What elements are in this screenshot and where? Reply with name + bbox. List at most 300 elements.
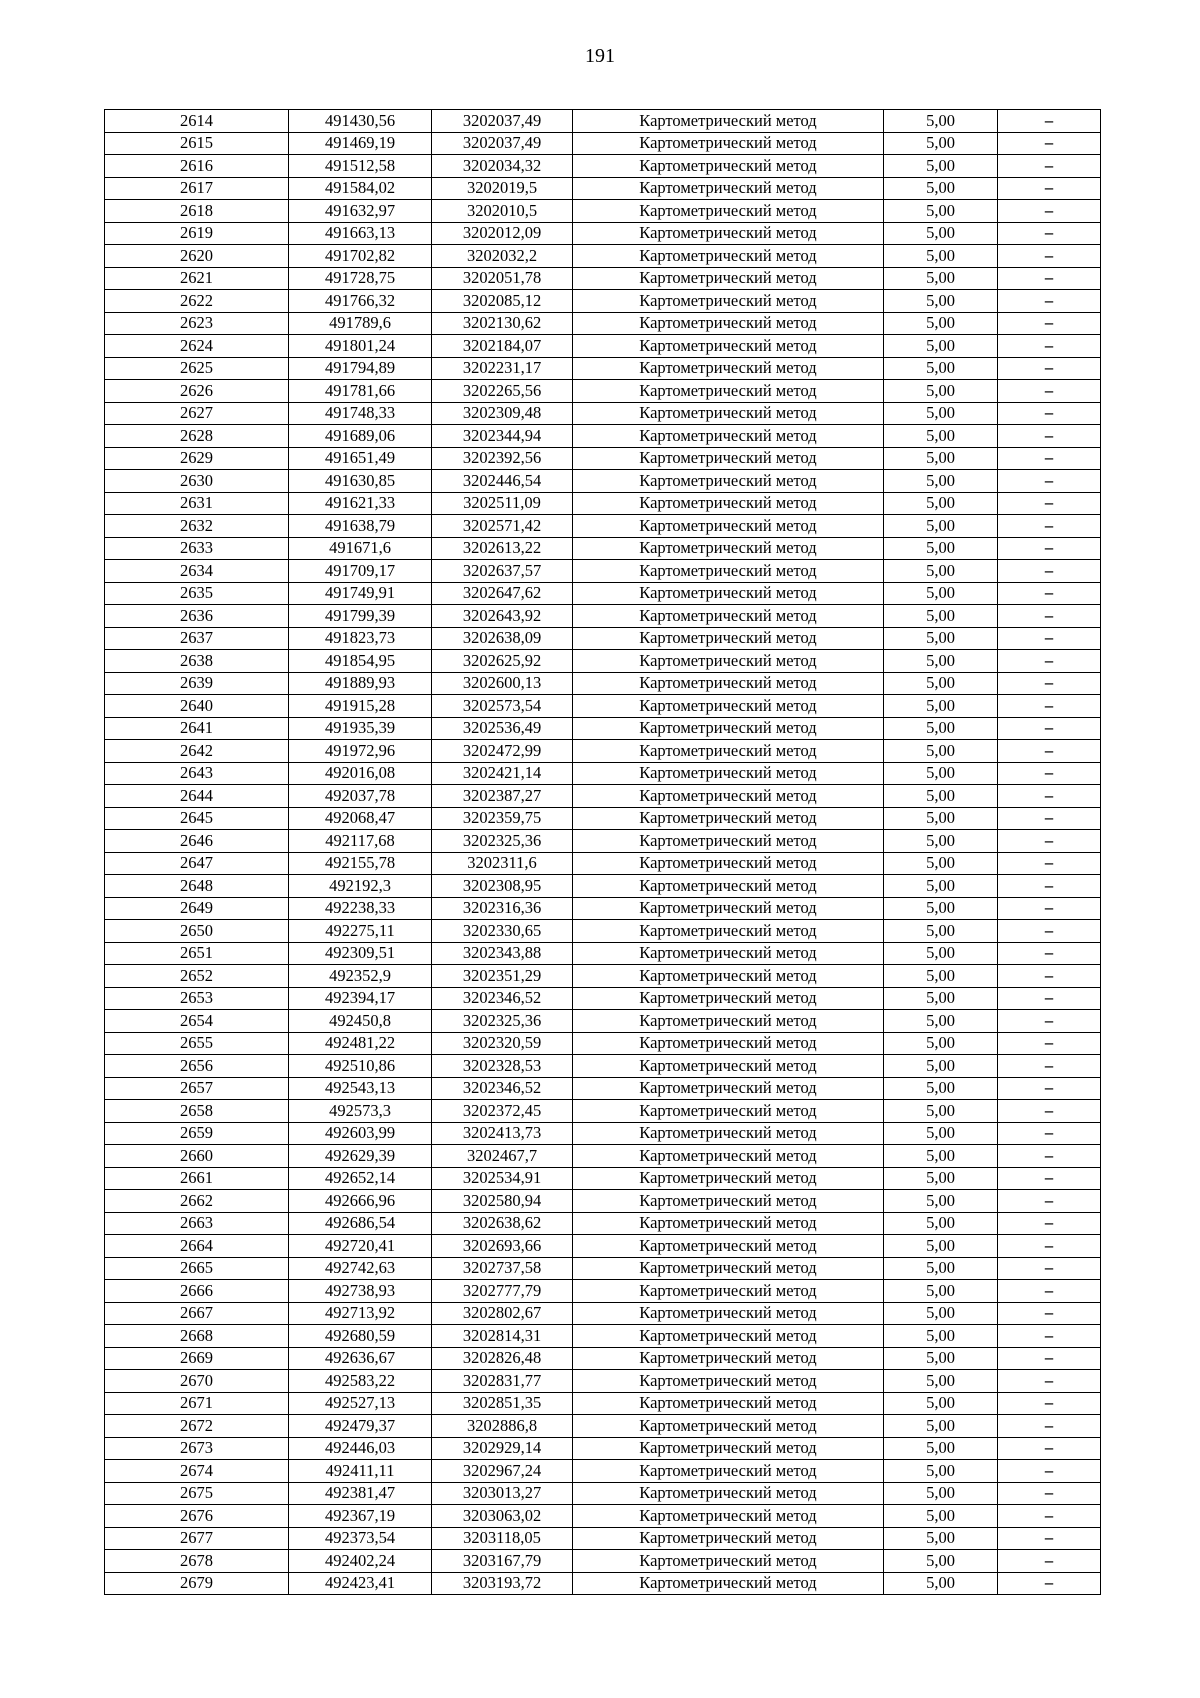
dash-cell: – [998, 1167, 1101, 1190]
method-cell: Картометрический метод [573, 1370, 884, 1393]
y-coordinate-cell: 3202600,13 [432, 672, 573, 695]
x-coordinate-cell: 492510,86 [289, 1055, 432, 1078]
x-coordinate-cell: 492450,8 [289, 1010, 432, 1033]
method-cell: Картометрический метод [573, 987, 884, 1010]
x-coordinate-cell: 492155,78 [289, 852, 432, 875]
y-coordinate-cell: 3202643,92 [432, 605, 573, 628]
precision-cell: 5,00 [884, 627, 998, 650]
y-coordinate-cell: 3202130,62 [432, 312, 573, 335]
table-row [105, 357, 1101, 380]
precision-cell: 5,00 [884, 717, 998, 740]
dash-cell: – [998, 245, 1101, 268]
table-row [105, 312, 1101, 335]
y-coordinate-cell: 3202967,24 [432, 1460, 573, 1483]
y-coordinate-cell: 3202534,91 [432, 1167, 573, 1190]
table-row [105, 1055, 1101, 1078]
x-coordinate-cell: 492738,93 [289, 1280, 432, 1303]
dash-cell: – [998, 830, 1101, 853]
y-coordinate-cell: 3202446,54 [432, 470, 573, 493]
point-number-cell: 2651 [105, 942, 289, 965]
precision-cell: 5,00 [884, 335, 998, 358]
table-row [105, 1505, 1101, 1528]
y-coordinate-cell: 3202571,42 [432, 515, 573, 538]
y-coordinate-cell: 3202231,17 [432, 357, 573, 380]
x-coordinate-cell: 491638,79 [289, 515, 432, 538]
dash-cell: – [998, 762, 1101, 785]
point-number-cell: 2617 [105, 177, 289, 200]
dash-cell: – [998, 177, 1101, 200]
y-coordinate-cell: 3202325,36 [432, 1010, 573, 1033]
precision-cell: 5,00 [884, 1527, 998, 1550]
y-coordinate-cell: 3202637,57 [432, 560, 573, 583]
y-coordinate-cell: 3202012,09 [432, 222, 573, 245]
point-number-cell: 2632 [105, 515, 289, 538]
dash-cell: – [998, 740, 1101, 763]
x-coordinate-cell: 491748,33 [289, 402, 432, 425]
point-number-cell: 2621 [105, 267, 289, 290]
dash-cell: – [998, 110, 1101, 133]
precision-cell: 5,00 [884, 1460, 998, 1483]
precision-cell: 5,00 [884, 1347, 998, 1370]
method-cell: Картометрический метод [573, 785, 884, 808]
method-cell: Картометрический метод [573, 1527, 884, 1550]
precision-cell: 5,00 [884, 1392, 998, 1415]
point-number-cell: 2644 [105, 785, 289, 808]
method-cell: Картометрический метод [573, 425, 884, 448]
method-cell: Картометрический метод [573, 515, 884, 538]
table-row [105, 987, 1101, 1010]
y-coordinate-cell: 3202737,58 [432, 1257, 573, 1280]
dash-cell: – [998, 987, 1101, 1010]
point-number-cell: 2615 [105, 132, 289, 155]
x-coordinate-cell: 492666,96 [289, 1190, 432, 1213]
dash-cell: – [998, 1010, 1101, 1033]
table-row [105, 1167, 1101, 1190]
y-coordinate-cell: 3202085,12 [432, 290, 573, 313]
method-cell: Картометрический метод [573, 852, 884, 875]
table-row [105, 1010, 1101, 1033]
dash-cell: – [998, 537, 1101, 560]
method-cell: Картометрический метод [573, 1325, 884, 1348]
table-row [105, 717, 1101, 740]
precision-cell: 5,00 [884, 1415, 998, 1438]
precision-cell: 5,00 [884, 447, 998, 470]
x-coordinate-cell: 491584,02 [289, 177, 432, 200]
table-row [105, 1482, 1101, 1505]
x-coordinate-cell: 492680,59 [289, 1325, 432, 1348]
dash-cell: – [998, 560, 1101, 583]
x-coordinate-cell: 491689,06 [289, 425, 432, 448]
point-number-cell: 2642 [105, 740, 289, 763]
method-cell: Картометрический метод [573, 920, 884, 943]
method-cell: Картометрический метод [573, 1257, 884, 1280]
precision-cell: 5,00 [884, 920, 998, 943]
y-coordinate-cell: 3202344,94 [432, 425, 573, 448]
y-coordinate-cell: 3202032,2 [432, 245, 573, 268]
x-coordinate-cell: 492446,03 [289, 1437, 432, 1460]
dash-cell: – [998, 605, 1101, 628]
method-cell: Картометрический метод [573, 312, 884, 335]
method-cell: Картометрический метод [573, 1505, 884, 1528]
y-coordinate-cell: 3202573,54 [432, 695, 573, 718]
point-number-cell: 2654 [105, 1010, 289, 1033]
dash-cell: – [998, 402, 1101, 425]
y-coordinate-cell: 3202346,52 [432, 1077, 573, 1100]
precision-cell: 5,00 [884, 965, 998, 988]
y-coordinate-cell: 3202010,5 [432, 200, 573, 223]
dash-cell: – [998, 515, 1101, 538]
point-number-cell: 2619 [105, 222, 289, 245]
dash-cell: – [998, 1235, 1101, 1258]
point-number-cell: 2643 [105, 762, 289, 785]
dash-cell: – [998, 380, 1101, 403]
dash-cell: – [998, 1145, 1101, 1168]
x-coordinate-cell: 491702,82 [289, 245, 432, 268]
point-number-cell: 2646 [105, 830, 289, 853]
dash-cell: – [998, 1257, 1101, 1280]
method-cell: Картометрический метод [573, 290, 884, 313]
precision-cell: 5,00 [884, 1325, 998, 1348]
table-row [105, 605, 1101, 628]
precision-cell: 5,00 [884, 425, 998, 448]
method-cell: Картометрический метод [573, 470, 884, 493]
dash-cell: – [998, 267, 1101, 290]
point-number-cell: 2676 [105, 1505, 289, 1528]
x-coordinate-cell: 491469,19 [289, 132, 432, 155]
table-row [105, 1415, 1101, 1438]
point-number-cell: 2624 [105, 335, 289, 358]
x-coordinate-cell: 492037,78 [289, 785, 432, 808]
table-row [105, 740, 1101, 763]
dash-cell: – [998, 807, 1101, 830]
y-coordinate-cell: 3202351,29 [432, 965, 573, 988]
table-row [105, 267, 1101, 290]
y-coordinate-cell: 3202359,75 [432, 807, 573, 830]
x-coordinate-cell: 491621,33 [289, 492, 432, 515]
x-coordinate-cell: 492629,39 [289, 1145, 432, 1168]
point-number-cell: 2626 [105, 380, 289, 403]
table-row [105, 785, 1101, 808]
dash-cell: – [998, 200, 1101, 223]
table-row [105, 1145, 1101, 1168]
precision-cell: 5,00 [884, 1212, 998, 1235]
x-coordinate-cell: 492720,41 [289, 1235, 432, 1258]
precision-cell: 5,00 [884, 1122, 998, 1145]
precision-cell: 5,00 [884, 695, 998, 718]
dash-cell: – [998, 942, 1101, 965]
y-coordinate-cell: 3202647,62 [432, 582, 573, 605]
y-coordinate-cell: 3202051,78 [432, 267, 573, 290]
x-coordinate-cell: 492117,68 [289, 830, 432, 853]
precision-cell: 5,00 [884, 852, 998, 875]
x-coordinate-cell: 492068,47 [289, 807, 432, 830]
x-coordinate-cell: 492309,51 [289, 942, 432, 965]
y-coordinate-cell: 3202613,22 [432, 537, 573, 560]
x-coordinate-cell: 492238,33 [289, 897, 432, 920]
y-coordinate-cell: 3202536,49 [432, 717, 573, 740]
x-coordinate-cell: 491789,6 [289, 312, 432, 335]
y-coordinate-cell: 3202851,35 [432, 1392, 573, 1415]
precision-cell: 5,00 [884, 762, 998, 785]
point-number-cell: 2679 [105, 1572, 289, 1595]
precision-cell: 5,00 [884, 1077, 998, 1100]
table-row [105, 1280, 1101, 1303]
table-row [105, 1032, 1101, 1055]
point-number-cell: 2650 [105, 920, 289, 943]
table-row [105, 200, 1101, 223]
point-number-cell: 2640 [105, 695, 289, 718]
dash-cell: – [998, 1190, 1101, 1213]
method-cell: Картометрический метод [573, 380, 884, 403]
method-cell: Картометрический метод [573, 875, 884, 898]
table-row [105, 245, 1101, 268]
dash-cell: – [998, 1415, 1101, 1438]
method-cell: Картометрический метод [573, 110, 884, 133]
method-cell: Картометрический метод [573, 1280, 884, 1303]
method-cell: Картометрический метод [573, 1055, 884, 1078]
precision-cell: 5,00 [884, 380, 998, 403]
precision-cell: 5,00 [884, 1370, 998, 1393]
x-coordinate-cell: 492583,22 [289, 1370, 432, 1393]
y-coordinate-cell: 3202814,31 [432, 1325, 573, 1348]
method-cell: Картометрический метод [573, 357, 884, 380]
table-row [105, 380, 1101, 403]
dash-cell: – [998, 312, 1101, 335]
method-cell: Картометрический метод [573, 1460, 884, 1483]
x-coordinate-cell: 492016,08 [289, 762, 432, 785]
x-coordinate-cell: 491671,6 [289, 537, 432, 560]
dash-cell: – [998, 672, 1101, 695]
method-cell: Картометрический метод [573, 582, 884, 605]
precision-cell: 5,00 [884, 1145, 998, 1168]
x-coordinate-cell: 491781,66 [289, 380, 432, 403]
y-coordinate-cell: 3202037,49 [432, 132, 573, 155]
x-coordinate-cell: 491972,96 [289, 740, 432, 763]
x-coordinate-cell: 491766,32 [289, 290, 432, 313]
precision-cell: 5,00 [884, 582, 998, 605]
point-number-cell: 2678 [105, 1550, 289, 1573]
point-number-cell: 2664 [105, 1235, 289, 1258]
dash-cell: – [998, 1482, 1101, 1505]
x-coordinate-cell: 492481,22 [289, 1032, 432, 1055]
precision-cell: 5,00 [884, 537, 998, 560]
y-coordinate-cell: 3202184,07 [432, 335, 573, 358]
method-cell: Картометрический метод [573, 200, 884, 223]
y-coordinate-cell: 3202309,48 [432, 402, 573, 425]
y-coordinate-cell: 3202826,48 [432, 1347, 573, 1370]
precision-cell: 5,00 [884, 672, 998, 695]
y-coordinate-cell: 3203013,27 [432, 1482, 573, 1505]
point-number-cell: 2637 [105, 627, 289, 650]
precision-cell: 5,00 [884, 245, 998, 268]
method-cell: Картометрический метод [573, 1167, 884, 1190]
x-coordinate-cell: 491915,28 [289, 695, 432, 718]
x-coordinate-cell: 492713,92 [289, 1302, 432, 1325]
precision-cell: 5,00 [884, 1482, 998, 1505]
table-body [105, 110, 1101, 1595]
point-number-cell: 2647 [105, 852, 289, 875]
table-row [105, 897, 1101, 920]
point-number-cell: 2653 [105, 987, 289, 1010]
table-row [105, 1077, 1101, 1100]
method-cell: Картометрический метод [573, 267, 884, 290]
y-coordinate-cell: 3202929,14 [432, 1437, 573, 1460]
table-row [105, 1550, 1101, 1573]
method-cell: Картометрический метод [573, 1212, 884, 1235]
y-coordinate-cell: 3202413,73 [432, 1122, 573, 1145]
dash-cell: – [998, 897, 1101, 920]
x-coordinate-cell: 492573,3 [289, 1100, 432, 1123]
precision-cell: 5,00 [884, 290, 998, 313]
x-coordinate-cell: 492686,54 [289, 1212, 432, 1235]
point-number-cell: 2670 [105, 1370, 289, 1393]
y-coordinate-cell: 3202034,32 [432, 155, 573, 178]
y-coordinate-cell: 3202372,45 [432, 1100, 573, 1123]
point-number-cell: 2655 [105, 1032, 289, 1055]
method-cell: Картометрический метод [573, 942, 884, 965]
point-number-cell: 2622 [105, 290, 289, 313]
dash-cell: – [998, 582, 1101, 605]
method-cell: Картометрический метод [573, 560, 884, 583]
precision-cell: 5,00 [884, 312, 998, 335]
x-coordinate-cell: 491889,93 [289, 672, 432, 695]
table-row [105, 222, 1101, 245]
table-row [105, 425, 1101, 448]
method-cell: Картометрический метод [573, 1235, 884, 1258]
y-coordinate-cell: 3202019,5 [432, 177, 573, 200]
precision-cell: 5,00 [884, 1235, 998, 1258]
dash-cell: – [998, 335, 1101, 358]
x-coordinate-cell: 491801,24 [289, 335, 432, 358]
y-coordinate-cell: 3203118,05 [432, 1527, 573, 1550]
y-coordinate-cell: 3202625,92 [432, 650, 573, 673]
table-row [105, 695, 1101, 718]
precision-cell: 5,00 [884, 807, 998, 830]
method-cell: Картометрический метод [573, 672, 884, 695]
x-coordinate-cell: 492479,37 [289, 1415, 432, 1438]
table-row [105, 110, 1101, 133]
page-number: 191 [585, 45, 615, 67]
precision-cell: 5,00 [884, 1010, 998, 1033]
method-cell: Картометрический метод [573, 717, 884, 740]
dash-cell: – [998, 852, 1101, 875]
point-number-cell: 2639 [105, 672, 289, 695]
precision-cell: 5,00 [884, 200, 998, 223]
y-coordinate-cell: 3202392,56 [432, 447, 573, 470]
x-coordinate-cell: 491854,95 [289, 650, 432, 673]
precision-cell: 5,00 [884, 357, 998, 380]
x-coordinate-cell: 492367,19 [289, 1505, 432, 1528]
point-number-cell: 2661 [105, 1167, 289, 1190]
point-number-cell: 2666 [105, 1280, 289, 1303]
table-row [105, 1235, 1101, 1258]
precision-cell: 5,00 [884, 1572, 998, 1595]
point-number-cell: 2668 [105, 1325, 289, 1348]
x-coordinate-cell: 492652,14 [289, 1167, 432, 1190]
x-coordinate-cell: 491630,85 [289, 470, 432, 493]
precision-cell: 5,00 [884, 1055, 998, 1078]
table-row [105, 942, 1101, 965]
point-number-cell: 2633 [105, 537, 289, 560]
precision-cell: 5,00 [884, 1550, 998, 1573]
point-number-cell: 2645 [105, 807, 289, 830]
point-number-cell: 2672 [105, 1415, 289, 1438]
table-row [105, 852, 1101, 875]
y-coordinate-cell: 3202421,14 [432, 762, 573, 785]
precision-cell: 5,00 [884, 492, 998, 515]
method-cell: Картометрический метод [573, 1302, 884, 1325]
y-coordinate-cell: 3202831,77 [432, 1370, 573, 1393]
y-coordinate-cell: 3202330,65 [432, 920, 573, 943]
method-cell: Картометрический метод [573, 402, 884, 425]
point-number-cell: 2673 [105, 1437, 289, 1460]
dash-cell: – [998, 1055, 1101, 1078]
precision-cell: 5,00 [884, 110, 998, 133]
dash-cell: – [998, 1032, 1101, 1055]
precision-cell: 5,00 [884, 897, 998, 920]
method-cell: Картометрический метод [573, 762, 884, 785]
x-coordinate-cell: 491794,89 [289, 357, 432, 380]
method-cell: Картометрический метод [573, 132, 884, 155]
y-coordinate-cell: 3202308,95 [432, 875, 573, 898]
precision-cell: 5,00 [884, 560, 998, 583]
dash-cell: – [998, 222, 1101, 245]
point-number-cell: 2614 [105, 110, 289, 133]
method-cell: Картометрический метод [573, 605, 884, 628]
dash-cell: – [998, 1100, 1101, 1123]
x-coordinate-cell: 492373,54 [289, 1527, 432, 1550]
x-coordinate-cell: 491632,97 [289, 200, 432, 223]
y-coordinate-cell: 3202638,62 [432, 1212, 573, 1235]
dash-cell: – [998, 1392, 1101, 1415]
point-number-cell: 2620 [105, 245, 289, 268]
table-row [105, 1257, 1101, 1280]
precision-cell: 5,00 [884, 605, 998, 628]
table-row [105, 1347, 1101, 1370]
table-row [105, 1572, 1101, 1595]
y-coordinate-cell: 3202693,66 [432, 1235, 573, 1258]
y-coordinate-cell: 3202886,8 [432, 1415, 573, 1438]
precision-cell: 5,00 [884, 515, 998, 538]
table-row [105, 1437, 1101, 1460]
point-number-cell: 2649 [105, 897, 289, 920]
x-coordinate-cell: 492275,11 [289, 920, 432, 943]
table-row [105, 875, 1101, 898]
point-number-cell: 2618 [105, 200, 289, 223]
y-coordinate-cell: 3202037,49 [432, 110, 573, 133]
y-coordinate-cell: 3202511,09 [432, 492, 573, 515]
point-number-cell: 2635 [105, 582, 289, 605]
method-cell: Картометрический метод [573, 1482, 884, 1505]
table-row [105, 1100, 1101, 1123]
method-cell: Картометрический метод [573, 1077, 884, 1100]
method-cell: Картометрический метод [573, 627, 884, 650]
precision-cell: 5,00 [884, 1032, 998, 1055]
x-coordinate-cell: 491512,58 [289, 155, 432, 178]
x-coordinate-cell: 491799,39 [289, 605, 432, 628]
x-coordinate-cell: 492527,13 [289, 1392, 432, 1415]
precision-cell: 5,00 [884, 177, 998, 200]
dash-cell: – [998, 965, 1101, 988]
x-coordinate-cell: 491709,17 [289, 560, 432, 583]
table-row [105, 290, 1101, 313]
precision-cell: 5,00 [884, 1257, 998, 1280]
point-number-cell: 2674 [105, 1460, 289, 1483]
point-number-cell: 2662 [105, 1190, 289, 1213]
table-row [105, 1460, 1101, 1483]
table-row [105, 402, 1101, 425]
point-number-cell: 2660 [105, 1145, 289, 1168]
